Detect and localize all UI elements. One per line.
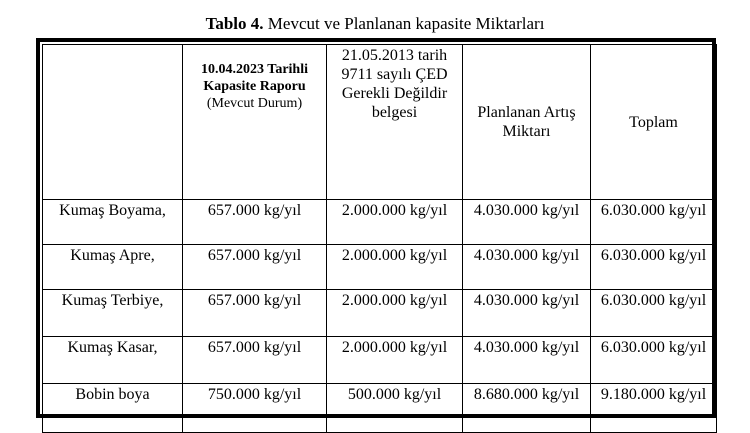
row-ced: 2.000.000 kg/yıl — [327, 290, 463, 337]
row-total: 6.030.000 kg/yıl — [591, 290, 717, 337]
row-total: 6.030.000 kg/yıl — [591, 200, 717, 245]
header-cell-empty — [43, 45, 183, 200]
row-name: Kumaş Terbiye, — [43, 290, 183, 337]
row-current: 657.000 kg/yıl — [183, 245, 327, 290]
header-row — [43, 45, 717, 200]
table-row — [43, 337, 717, 384]
row-ced: 2.000.000 kg/yıl — [327, 245, 463, 290]
table-row — [43, 200, 717, 245]
header-cell-ced: 21.05.2013 tarih 9711 sayılı ÇED Gerekli Değildir belgesi — [327, 45, 463, 200]
row-name: Kumaş Apre, — [43, 245, 183, 290]
capacity-table — [42, 44, 717, 433]
row-current: 657.000 kg/yıl — [183, 337, 327, 384]
row-ced: 2.000.000 kg/yıl — [327, 337, 463, 384]
row-total: 6.030.000 kg/yıl — [591, 337, 717, 384]
row-ced: 500.000 kg/yıl — [327, 384, 463, 433]
row-total: 6.030.000 kg/yıl — [591, 245, 717, 290]
caption-label: Tablo 4. — [205, 14, 264, 33]
header-capacity-report-title: 10.04.2023 Tarihli Kapasite Raporu — [201, 62, 308, 94]
table-frame — [36, 38, 716, 418]
header-cell-planned: Planlanan Artış Miktarı — [463, 45, 591, 200]
row-planned: 4.030.000 kg/yıl — [463, 337, 591, 384]
row-name: Kumaş Kasar, — [43, 337, 183, 384]
row-planned: 4.030.000 kg/yıl — [463, 200, 591, 245]
table-caption — [0, 14, 750, 34]
row-planned: 8.680.000 kg/yıl — [463, 384, 591, 433]
table-row — [43, 384, 717, 433]
row-name: Kumaş Boyama, — [43, 200, 183, 245]
table-row — [43, 245, 717, 290]
row-planned: 4.030.000 kg/yıl — [463, 290, 591, 337]
row-current: 750.000 kg/yıl — [183, 384, 327, 433]
row-current: 657.000 kg/yıl — [183, 290, 327, 337]
row-ced: 2.000.000 kg/yıl — [327, 200, 463, 245]
row-planned: 4.030.000 kg/yıl — [463, 245, 591, 290]
row-current: 657.000 kg/yıl — [183, 200, 327, 245]
header-cell-total: Toplam — [591, 45, 717, 200]
table-row — [43, 290, 717, 337]
row-total: 9.180.000 kg/yıl — [591, 384, 717, 433]
header-cell-capacity-report — [183, 45, 327, 200]
row-name: Bobin boya — [43, 384, 183, 433]
caption-text: Mevcut ve Planlanan kapasite Miktarları — [263, 14, 545, 33]
header-capacity-report-subtitle: (Mevcut Durum) — [206, 96, 303, 111]
